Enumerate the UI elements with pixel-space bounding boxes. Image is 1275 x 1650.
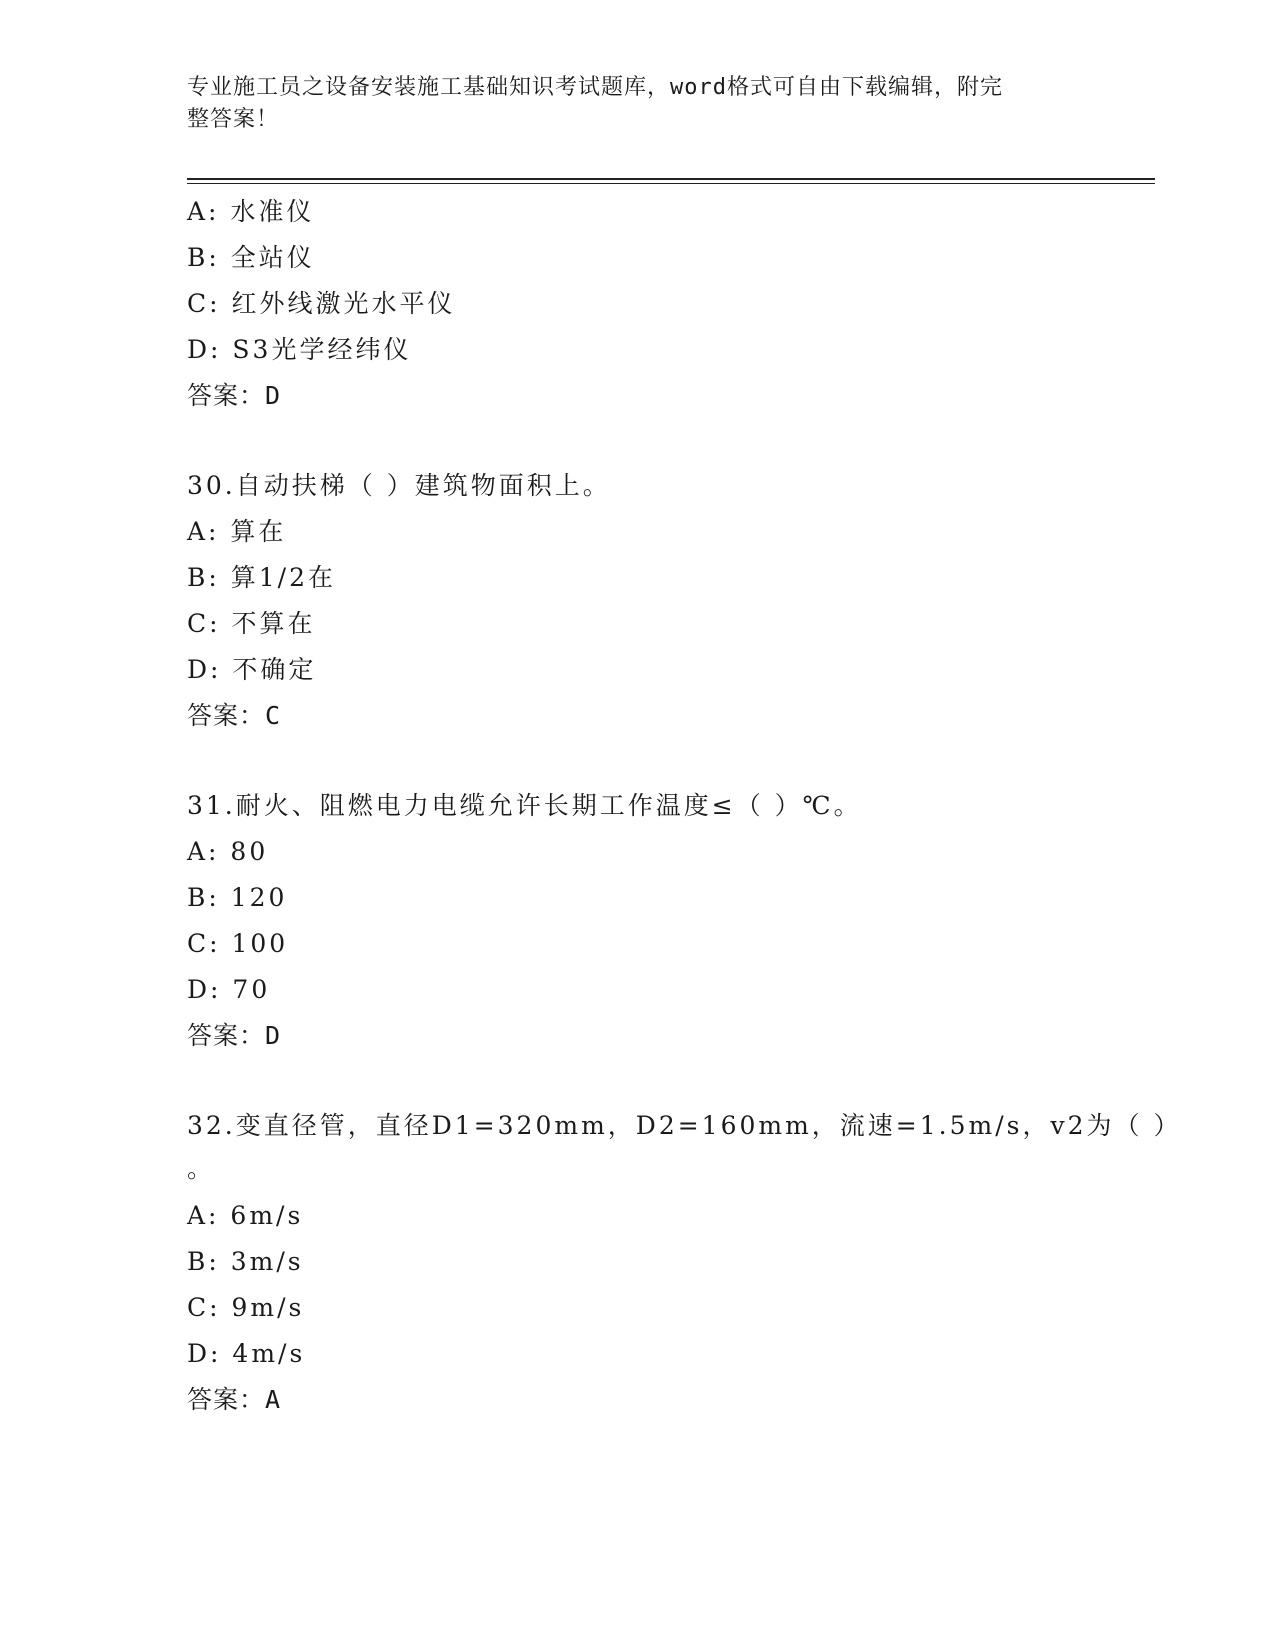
document-header xyxy=(187,72,1067,136)
answer: 答案：C xyxy=(187,701,282,730)
question-list xyxy=(187,189,1182,1423)
option-c: C: 9m/s xyxy=(187,1293,305,1322)
option-d: D: 4m/s xyxy=(187,1339,306,1368)
option-a: A: 算在 xyxy=(187,517,287,546)
option-b: B: 全站仪 xyxy=(187,243,315,272)
answer: 答案：D xyxy=(187,1021,282,1050)
answer: 答案：D xyxy=(187,381,282,410)
question-32 xyxy=(187,1103,1182,1423)
option-a: A: 80 xyxy=(187,837,269,866)
header-divider xyxy=(187,178,1155,180)
question-text: 30.自动扶梯（ ）建筑物面积上。 xyxy=(187,471,611,500)
option-c: C: 红外线激光水平仪 xyxy=(187,289,456,318)
question-text: 31.耐火、阻燃电力电缆允许长期工作温度≤（ ）℃。 xyxy=(187,791,862,820)
option-c: C: 不算在 xyxy=(187,609,316,638)
question-text-continued: 。 xyxy=(187,1154,213,1183)
question-text: 32.变直径管，直径D1=320mm，D2=160mm，流速=1.5m/s，v2为（ ） xyxy=(187,1111,1182,1140)
option-d: D: 不确定 xyxy=(187,655,317,684)
option-b: B: 算1/2在 xyxy=(187,563,336,592)
question-29 xyxy=(187,189,1155,419)
option-d: D: S3光学经纬仪 xyxy=(187,335,412,364)
option-a: A: 6m/s xyxy=(187,1201,304,1230)
header-line-2: 整答案！ xyxy=(187,107,280,132)
header-divider-thin xyxy=(187,183,1155,184)
option-a: A: 水准仪 xyxy=(187,197,315,226)
option-d: D: 70 xyxy=(187,975,271,1004)
question-30 xyxy=(187,463,1155,739)
option-b: B: 120 xyxy=(187,883,288,912)
header-line-1: 专业施工员之设备安装施工基础知识考试题库，word格式可自由下载编辑，附完 xyxy=(187,75,1003,100)
option-c: C: 100 xyxy=(187,929,289,958)
answer: 答案：A xyxy=(187,1385,282,1414)
option-b: B: 3m/s xyxy=(187,1247,304,1276)
question-31 xyxy=(187,783,1155,1059)
